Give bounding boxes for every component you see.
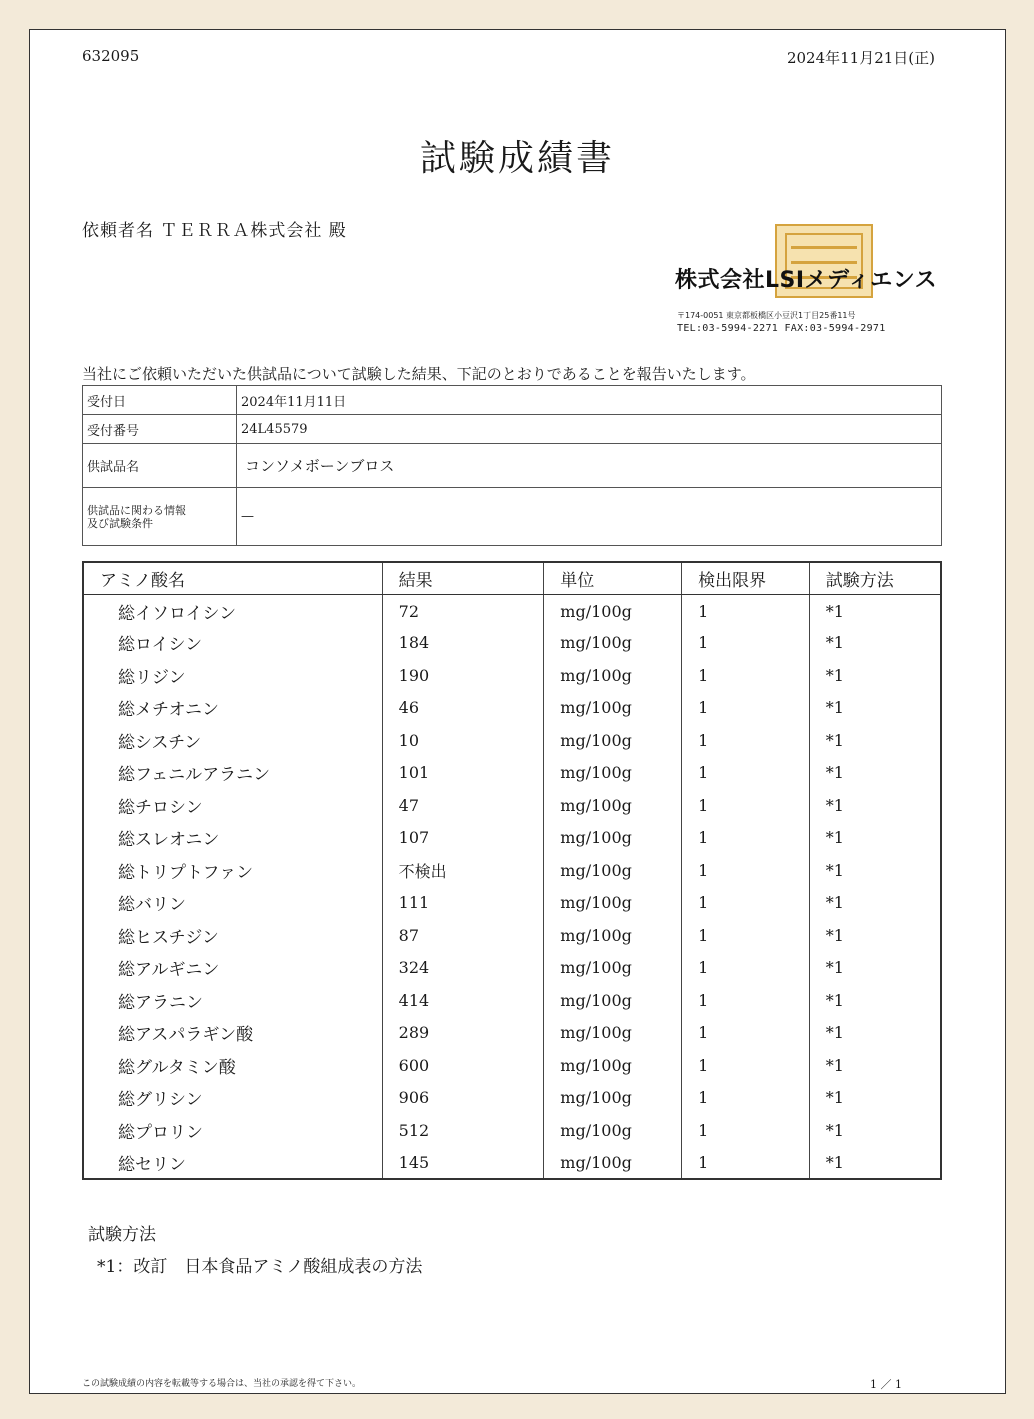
amino-acid-name: 総アラニン: [118, 992, 203, 1013]
result-value: 87: [382, 919, 544, 952]
table-row: [83, 822, 941, 855]
issuer-name: 株式会社LSIメディエンス: [675, 268, 938, 293]
table-header-row: [83, 562, 941, 594]
unit-value: mg/100g: [544, 627, 682, 660]
col-header-method: 試験方法: [809, 562, 941, 594]
amino-acid-name: 総ロイシン: [118, 635, 203, 656]
method-ref: *1: [809, 1147, 941, 1180]
col-header-unit: 単位: [544, 562, 682, 594]
method-ref: *1: [809, 952, 941, 985]
table-row: [83, 919, 941, 952]
method-ref: *1: [809, 854, 941, 887]
document-number: 632095: [82, 47, 140, 65]
method-ref: *1: [809, 692, 941, 725]
amino-acid-name: 総プロリン: [118, 1122, 203, 1143]
detection-limit-value: 1: [682, 822, 810, 855]
detection-limit-value: 1: [682, 1082, 810, 1115]
unit-value: mg/100g: [544, 984, 682, 1017]
result-value: 184: [382, 627, 544, 660]
method-ref: *1: [809, 822, 941, 855]
conditions-label: [83, 488, 237, 546]
method-ref: *1: [809, 1082, 941, 1115]
detection-limit-value: 1: [682, 692, 810, 725]
detection-limit-value: 1: [682, 757, 810, 790]
unit-value: mg/100g: [544, 887, 682, 920]
received-date-label: 受付日: [83, 386, 237, 415]
report-page: [29, 29, 1006, 1394]
unit-value: mg/100g: [544, 952, 682, 985]
sample-name-label: 供試品名: [83, 444, 237, 488]
result-value: 324: [382, 952, 544, 985]
unit-value: mg/100g: [544, 1147, 682, 1180]
result-value: 不検出: [382, 854, 544, 887]
detection-limit-value: 1: [682, 594, 810, 627]
table-row: [83, 594, 941, 627]
conditions-value: —: [237, 488, 942, 546]
amino-acid-name: 総フェニルアラニン: [118, 765, 271, 786]
amino-acid-name: 総アルギニン: [118, 960, 220, 981]
result-value: 600: [382, 1049, 544, 1082]
detection-limit-value: 1: [682, 789, 810, 822]
method-ref: *1: [809, 659, 941, 692]
method-ref: *1: [809, 919, 941, 952]
col-header-amino-acid: アミノ酸名: [83, 562, 382, 594]
report-date: 2024年11月21日(正): [786, 49, 935, 67]
amino-table-body: [83, 594, 941, 1179]
table-row: [83, 1017, 941, 1050]
amino-acid-name: 総イソロイシン: [118, 604, 237, 624]
result-value: 145: [382, 1147, 544, 1180]
amino-acid-name: 総グリシン: [118, 1090, 203, 1111]
result-value: 906: [382, 1082, 544, 1115]
sample-info-table: [82, 385, 942, 546]
intro-text: 当社にご依頼いただいた供試品について試験した結果、下記のとおりであることを報告いたします。: [82, 365, 756, 383]
amino-acid-name: 総セリン: [118, 1154, 186, 1175]
method-ref: *1: [809, 1114, 941, 1147]
method-ref: *1: [809, 627, 941, 660]
table-row: [83, 1147, 941, 1180]
table-row: [83, 1114, 941, 1147]
footer-note: この試験成績の内容を転載等する場合は、当社の承認を得て下さい。: [82, 1379, 362, 1389]
amino-acid-name: 総シスチン: [118, 732, 202, 753]
method-ref: *1: [809, 757, 941, 790]
sample-name-value: コンソメボーンブロス: [237, 444, 942, 488]
method-ref: *1: [809, 984, 941, 1017]
unit-value: mg/100g: [544, 692, 682, 725]
unit-value: mg/100g: [544, 1049, 682, 1082]
receipt-number-value: 24L45579: [237, 415, 942, 444]
unit-value: mg/100g: [544, 854, 682, 887]
method-ref: *1: [809, 887, 941, 920]
table-row: [83, 789, 941, 822]
unit-value: mg/100g: [544, 1114, 682, 1147]
conditions-label-line-1: 供試品に関わる情報: [87, 503, 186, 517]
unit-value: mg/100g: [544, 1082, 682, 1115]
result-value: 47: [382, 789, 544, 822]
table-row: [83, 627, 941, 660]
conditions-label-line-2: 及び試験条件: [87, 516, 153, 530]
detection-limit-value: 1: [682, 1017, 810, 1050]
detection-limit-value: 1: [682, 854, 810, 887]
table-row: [83, 724, 941, 757]
unit-value: mg/100g: [544, 757, 682, 790]
amino-acid-name: 総ヒスチジン: [118, 927, 219, 948]
result-value: 111: [382, 887, 544, 920]
result-value: 101: [382, 757, 544, 790]
amino-acid-name: 総スレオニン: [118, 830, 220, 851]
result-value: 107: [382, 822, 544, 855]
method-ref: *1: [809, 724, 941, 757]
unit-value: mg/100g: [544, 594, 682, 627]
result-value: 190: [382, 659, 544, 692]
method-heading: 試験方法: [88, 1225, 156, 1245]
unit-value: mg/100g: [544, 789, 682, 822]
amino-acid-name: 総グルタミン酸: [118, 1057, 236, 1078]
unit-value: mg/100g: [544, 659, 682, 692]
detection-limit-value: 1: [682, 659, 810, 692]
issuer-contact: TEL:03-5994-2271 FAX:03-5994-2971: [677, 323, 886, 334]
table-row: [83, 1082, 941, 1115]
unit-value: mg/100g: [544, 919, 682, 952]
detection-limit-value: 1: [682, 627, 810, 660]
table-row: [83, 692, 941, 725]
detection-limit-value: 1: [682, 1114, 810, 1147]
table-row: [83, 984, 941, 1017]
page-number: 1 ／ 1: [870, 1378, 902, 1391]
unit-value: mg/100g: [544, 822, 682, 855]
detection-limit-value: 1: [682, 724, 810, 757]
col-header-result: 結果: [382, 562, 544, 594]
result-value: 10: [382, 724, 544, 757]
unit-value: mg/100g: [544, 1017, 682, 1050]
method-ref: *1: [809, 1017, 941, 1050]
unit-value: mg/100g: [544, 724, 682, 757]
detection-limit-value: 1: [682, 984, 810, 1017]
issuer-address: 〒174-0051 東京都板橋区小豆沢1丁目25番11号: [677, 311, 856, 320]
table-row: [83, 854, 941, 887]
amino-acid-table: [82, 561, 942, 1180]
detection-limit-value: 1: [682, 1049, 810, 1082]
result-value: 289: [382, 1017, 544, 1050]
method-description: *1：改訂 日本食品アミノ酸組成表の方法: [97, 1257, 423, 1277]
amino-acid-name: 総トリプトファン: [118, 862, 254, 883]
amino-acid-name: 総バリン: [118, 895, 186, 916]
amino-acid-name: 総アスパラギン酸: [118, 1025, 254, 1046]
method-ref: *1: [809, 1049, 941, 1082]
table-row: [83, 952, 941, 985]
amino-acid-name: 総チロシン: [118, 797, 203, 818]
amino-acid-name: 総メチオニン: [118, 700, 219, 721]
table-row: [83, 659, 941, 692]
table-row: [83, 757, 941, 790]
result-value: 414: [382, 984, 544, 1017]
table-row: [83, 887, 941, 920]
receipt-number-label: 受付番号: [83, 415, 237, 444]
table-row: [83, 1049, 941, 1082]
method-ref: *1: [809, 594, 941, 627]
amino-acid-name: 総リジン: [118, 667, 186, 688]
method-ref: *1: [809, 789, 941, 822]
result-value: 72: [382, 594, 544, 627]
detection-limit-value: 1: [682, 1147, 810, 1180]
detection-limit-value: 1: [682, 919, 810, 952]
result-value: 46: [382, 692, 544, 725]
page-title: 試験成績書: [419, 138, 615, 179]
received-date-value: 2024年11月11日: [237, 386, 942, 415]
client-name: 依頼者名 ＴＥＲＲＡ株式会社 殿: [82, 221, 347, 241]
result-value: 512: [382, 1114, 544, 1147]
detection-limit-value: 1: [682, 952, 810, 985]
col-header-detection-limit: 検出限界: [682, 562, 810, 594]
detection-limit-value: 1: [682, 887, 810, 920]
